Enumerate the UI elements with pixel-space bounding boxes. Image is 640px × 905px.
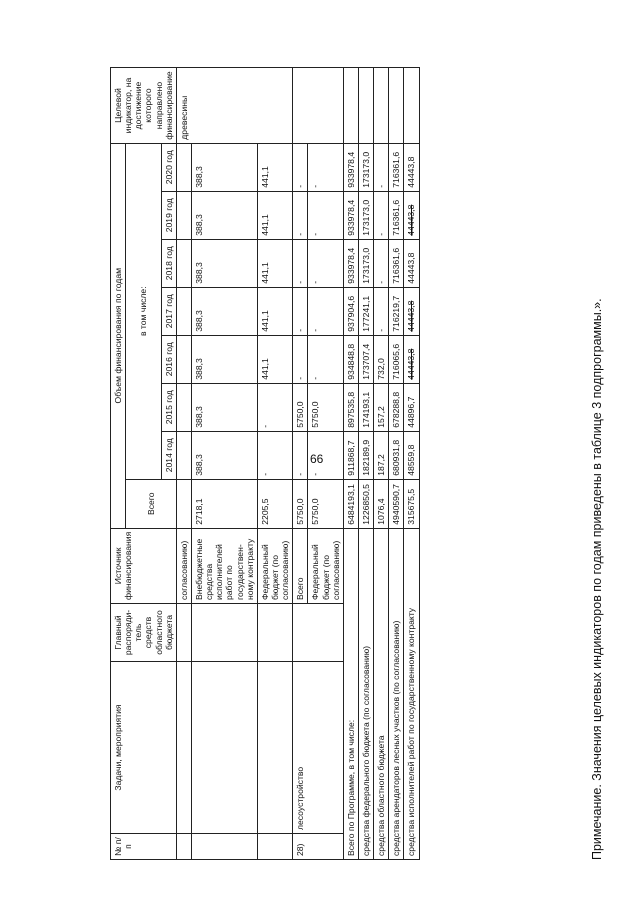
summary-year: 44443,8 [404,191,419,239]
summary-year: 157,2 [374,383,389,431]
cell-year: 441,1 [257,191,292,239]
summary-row [404,68,419,860]
cell-source: Федеральный бюджет (по согласованию) [257,528,292,603]
cell-source: Федеральный бюджет (по согласованию) [308,528,343,603]
summary-indicator [374,68,389,143]
cell-year: - [293,287,308,335]
summary-year: 934848,8 [343,335,358,383]
header-year: 2015 год [161,383,176,431]
summary-year: 177241,1 [358,287,373,335]
summary-year: 173707,4 [358,335,373,383]
financing-table [110,67,420,860]
cell-year [176,143,191,191]
summary-label: средства арендаторов лесных участков (по согласованию) [389,528,404,859]
cell-year: 5750,0 [293,383,308,431]
cell-manager [176,604,191,662]
table-body [111,68,420,860]
cell-task [176,662,191,834]
cell-year: 441,1 [257,287,292,335]
cell-year: 388,3 [191,431,257,479]
cell-year: 5750,0 [308,383,343,431]
cell-year: - [308,239,343,287]
cell-year: - [293,335,308,383]
cell-source: Внебюджетные средства исполнителей работ по государствен-ному контракту [191,528,257,603]
summary-label: средства областного бюджета [374,528,389,859]
summary-indicator [404,68,419,143]
summary-year: 44443,8 [404,239,419,287]
cell-year [176,191,191,239]
summary-year: 937904,6 [343,287,358,335]
header-indicator: Целевой индикатор, на достижение которого направлено финансирование [111,68,177,143]
header-year: 2018 год [161,239,176,287]
header-row-1 [111,68,126,860]
summary-total: 315675,5 [404,479,419,528]
footnote: Примечание. Значения целевых индикаторов по годам приведены в таблице 3 подпрограммы.». [590,298,604,860]
cell-manager [257,604,292,662]
cell-task: лесоустройство [293,662,344,834]
header-year: 2014 год [161,431,176,479]
cell-manager [191,604,257,662]
table-row [191,68,257,860]
header-num: № п/п [111,834,177,860]
cell-num [257,834,292,860]
summary-row [343,68,358,860]
summary-year: 187,2 [374,431,389,479]
summary-total: 6484193,1 [343,479,358,528]
cell-year: 388,3 [191,143,257,191]
header-year: 2017 год [161,287,176,335]
table-row [176,68,191,860]
header-total: Всего [126,479,177,528]
cell-total: 5750,0 [308,479,343,528]
summary-year: 716219,7 [389,287,404,335]
summary-total: 1226850,5 [358,479,373,528]
cell-source: согласованию) [176,528,191,603]
summary-label: средства исполнителей работ по государственному контракту [404,528,419,859]
summary-year: 44896,7 [404,383,419,431]
cell-year [176,287,191,335]
cell-year: - [308,335,343,383]
summary-year: - [374,191,389,239]
cell-year: 441,1 [257,143,292,191]
cell-year: 388,3 [191,335,257,383]
cell-total [176,479,191,528]
summary-year: - [374,287,389,335]
summary-year: 933978,4 [343,143,358,191]
summary-indicator [358,68,373,143]
summary-total: 4940590,7 [389,479,404,528]
cell-total: 5750,0 [293,479,308,528]
summary-row [389,68,404,860]
summary-row [374,68,389,860]
cell-year: - [308,143,343,191]
summary-year: 678288,8 [389,383,404,431]
table-row [257,68,292,860]
cell-task [257,662,292,834]
summary-year: 716361,6 [389,191,404,239]
cell-year [176,383,191,431]
cell-year: 388,3 [191,287,257,335]
cell-year: - [293,143,308,191]
summary-year: 933978,4 [343,239,358,287]
summary-year: - [374,239,389,287]
cell-year: - [308,287,343,335]
summary-label: Всего по Программе, в том числе: [343,528,358,859]
summary-indicator [389,68,404,143]
summary-indicator [343,68,358,143]
summary-year: 182189,9 [358,431,373,479]
cell-year: - [293,431,308,479]
cell-num [191,834,257,860]
cell-manager [293,604,344,662]
summary-total: 1076,4 [374,479,389,528]
cell-total: 2718,1 [191,479,257,528]
cell-year [176,335,191,383]
cell-year: - [257,383,292,431]
cell-year: 441,1 [257,239,292,287]
cell-year: - [293,239,308,287]
cell-num: 28) [293,834,344,860]
header-source: Источник финансирования [111,528,177,603]
cell-indicator: древесины [176,68,292,143]
summary-year: 933978,4 [343,191,358,239]
summary-row [358,68,373,860]
header-year: 2020 год [161,143,176,191]
cell-year [176,239,191,287]
page-number: 66 [310,452,324,466]
cell-task [191,662,257,834]
summary-year: - [374,143,389,191]
summary-label: средства федерального бюджета (по согласованию) [358,528,373,859]
summary-year: 173173,0 [358,239,373,287]
summary-year: 897535,8 [343,383,358,431]
summary-year: 173173,0 [358,143,373,191]
cell-year: - [293,191,308,239]
header-funding: Объем финансирования по годам [111,143,126,528]
header-year: 2016 год [161,335,176,383]
cell-year: 388,3 [191,383,257,431]
cell-year: 388,3 [191,239,257,287]
cell-year: - [257,431,292,479]
cell-year [176,431,191,479]
summary-year: 680931,8 [389,431,404,479]
header-task: Задачи, мероприятия [111,662,177,834]
summary-year: 716361,6 [389,239,404,287]
summary-year: 911868,7 [343,431,358,479]
summary-year: 174193,1 [358,383,373,431]
header-manager: Главный распоряди-тель средств областного бюджета [111,604,177,662]
header-in-that: в том числе: [126,143,162,479]
cell-source: Всего [293,528,308,603]
summary-year: 716065,6 [389,335,404,383]
summary-year: 732,0 [374,335,389,383]
summary-year: 44443,8 [404,287,419,335]
cell-year: - [308,431,343,479]
cell-indicator [293,68,344,143]
cell-year: - [308,191,343,239]
summary-year: 716361,6 [389,143,404,191]
summary-year: 44443,8 [404,143,419,191]
cell-total: 2205,5 [257,479,292,528]
summary-year: 48559,8 [404,431,419,479]
table-row [293,68,308,860]
summary-year: 44443,8 [404,335,419,383]
cell-year: 388,3 [191,191,257,239]
cell-num [176,834,191,860]
cell-year: 441,1 [257,335,292,383]
summary-year: 173173,0 [358,191,373,239]
header-year: 2019 год [161,191,176,239]
